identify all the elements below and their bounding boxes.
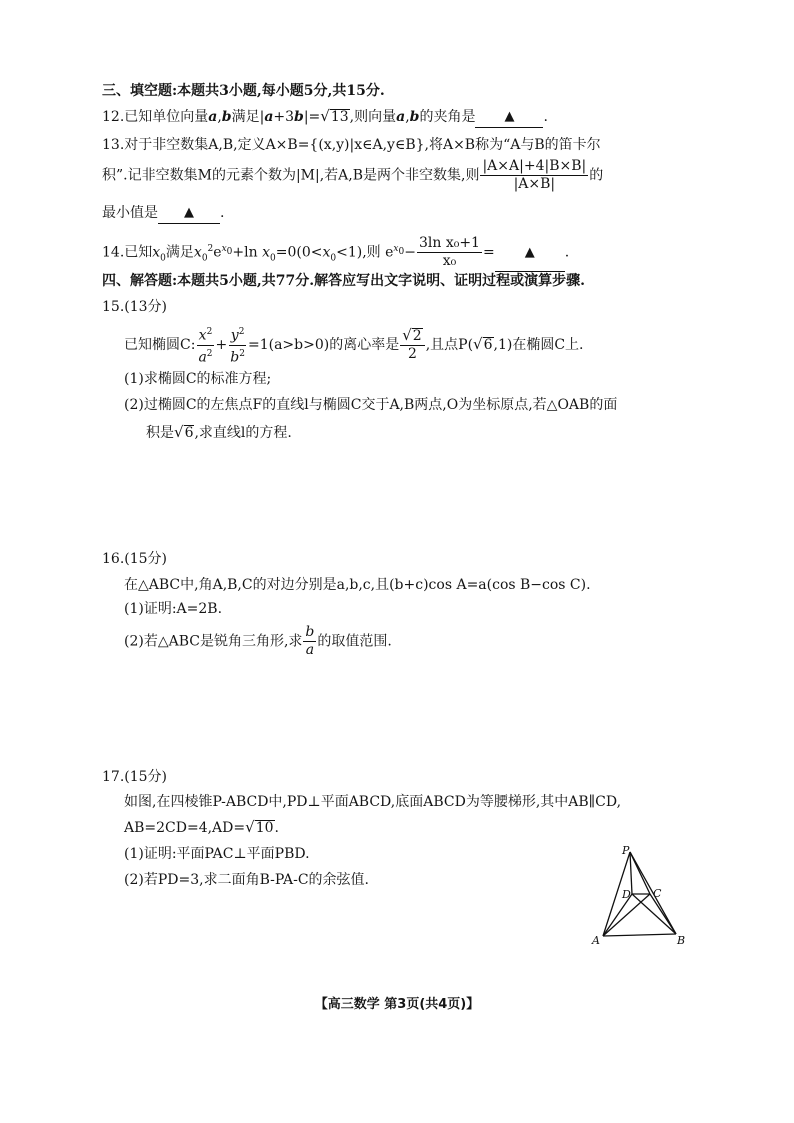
label-D: D: [622, 888, 631, 901]
label-P: P: [622, 844, 630, 857]
q17-stem-line1: 如图,在四棱锥P-ABCD中,PD⊥平面ABCD,底面ABCD为等腰梯形,其中AB∥CD,: [124, 794, 622, 810]
question-12: 12.已知单位向量a,b满足|a+3b|= √ 13 ,则向量a,b的夹角是 ▲ .: [102, 108, 548, 128]
root2-over-2: √ 2 2: [400, 327, 424, 363]
triangle-mark-icon: ▲: [504, 109, 515, 124]
q12-number: 12.: [102, 109, 125, 125]
label-B: B: [677, 934, 686, 947]
b-over-a: $\frac{b}{a}$: [305, 624, 315, 658]
q17-part1: (1)证明:平面PAC⊥平面PBD.: [124, 846, 310, 862]
answer-blank-14: [495, 236, 565, 272]
y-squared-over-b-squared: $\frac{y^2}{b^2}$: [228, 324, 247, 366]
triangle-mark-icon: ▲: [524, 244, 535, 260]
q14-number: 14.: [102, 244, 125, 261]
q16-stem: 在△ABC中,角A,B,C的对边分别是a,b,c,且(b+c)cos A=a(cos B−cos C).: [124, 577, 591, 593]
q16-number: 16.(15分): [102, 551, 168, 567]
q17-number: 17.(15分): [102, 769, 168, 785]
pyramid-figure: [588, 842, 698, 954]
label-A: A: [592, 934, 600, 947]
q17-part2: (2)若PD=3,求二面角B-PA-C的余弦值.: [124, 872, 369, 888]
x-squared-over-a-squared: $\frac{x^2}{a^2}$: [196, 324, 214, 366]
q15-number: 15.(13分): [102, 299, 168, 315]
q16-part2: (2)若△ABC是锐角三角形,求 $\frac{b}{a}$ 的取值范围.: [124, 624, 392, 658]
q15-stem: 已知椭圆C: $\frac{x^2}{a^2}$ + $\frac{y^2}{b^2}$ =1(a>b>0)的离心率是 √ 2 2 ,且点P( √ 6 ,1)在椭圆C上.: [124, 324, 584, 366]
answer-blank-13: [158, 204, 220, 224]
q17-stem-line2: AB=2CD=4,AD= √ 10 .: [124, 818, 279, 836]
question-14: 14.已知$x_0$满足$x_0^2e^{x_0}+\ln$ $x_0=0(0<x_0<1)$,则 $e^{x_0}-$ $\frac{\text{3ln x₀+1}}{\text{x₀}}$ = ▲ .: [102, 232, 569, 275]
page-footer: 【高三数学 第3页(共4页)】: [314, 997, 480, 1012]
question-13-line3: 最小值是 ▲ .: [102, 204, 224, 224]
triangle-mark-icon: ▲: [184, 205, 194, 220]
q15-part1: (1)求椭圆C的标准方程;: [124, 371, 272, 387]
q15-part2-line1: (2)过椭圆C的左焦点F的直线l与椭圆C交于A,B两点,O为坐标原点,若△OAB的面: [124, 397, 618, 413]
sqrt-6: √ 6: [174, 423, 194, 441]
question-13-line2: 积”.记非空数集M的元素个数为|M|,若A,B是两个非空数集,则 $\frac{|A\times A|+4|B\times B|}{|A\times B|}$ 的: [102, 158, 604, 192]
q16-part1: (1)证明:A=2B.: [124, 601, 223, 617]
answer-blank-12: [475, 108, 543, 128]
section3-heading: 三、填空题:本题共3小题,每小题5分,共15分.: [102, 83, 385, 99]
edge-AB: [603, 934, 676, 936]
edge-PC: [630, 852, 650, 894]
label-C: C: [653, 887, 662, 900]
q13-number: 13.: [102, 137, 125, 153]
sqrt-10: √ 10: [245, 818, 274, 836]
q13-fraction: $\frac{|A\times A|+4|B\times B|}{|A\times B|}$: [482, 158, 587, 192]
section4-heading: 四、解答题:本题共5小题,共77分.解答应写出文字说明、证明过程或演算步骤.: [102, 273, 586, 289]
sqrt-13: √ 13: [320, 107, 349, 125]
q14-fraction: $\frac{\text{3ln x₀+1}}{\text{x₀}}$: [418, 235, 480, 270]
sqrt-6: √ 6: [473, 335, 493, 354]
question-13-line1: 13.对于非空数集A,B,定义A×B={(x,y)|x∈A,y∈B},将A×B称为“A与B的笛卡尔: [102, 137, 601, 153]
q15-part2-line2: 积是 √ 6 ,求直线l的方程.: [146, 423, 292, 441]
